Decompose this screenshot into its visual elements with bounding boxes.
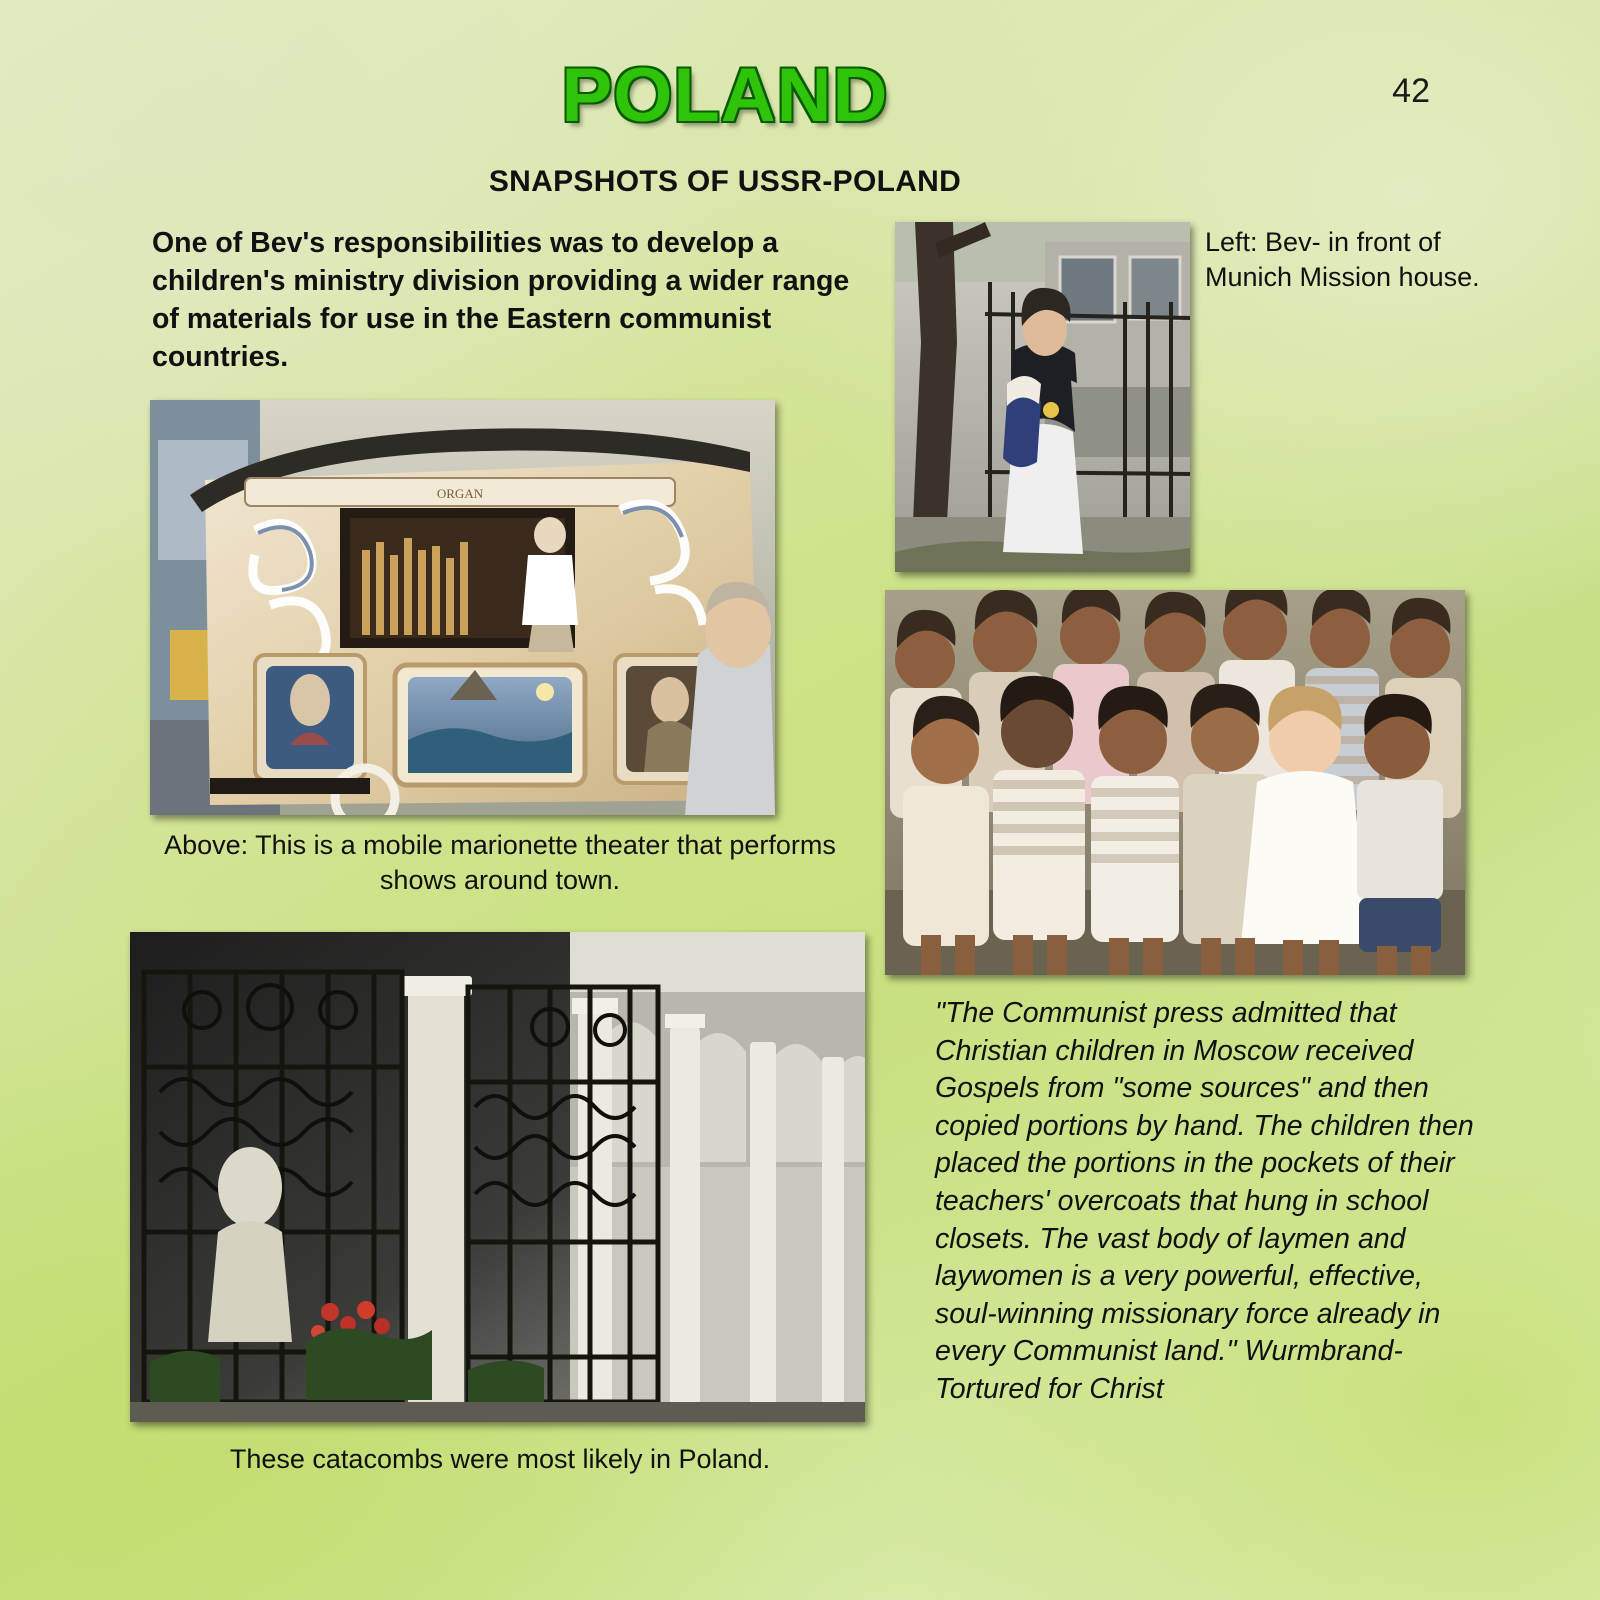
page-title: POLAND bbox=[0, 52, 1450, 139]
children-group-photo bbox=[885, 590, 1465, 975]
bev-photo-caption: Left: Bev- in front of Munich Mission house. bbox=[1205, 227, 1480, 293]
marionette-theater-caption: Above: This is a mobile marionette theater that performs shows around town. bbox=[164, 830, 836, 896]
wurmbrand-quote: "The Communist press admitted that Christian children in Moscow received Gospels from "some sources" and then copied portions by hand. The children then placed the portions in the pockets of their teachers' overcoats that hung in school closets. The vast body of laymen and laywomen is a very powerful, effective, soul-winning missionary force already in every Communist land." Wurmbrand- Tortured for Christ bbox=[935, 997, 1474, 1406]
catacombs-caption: These catacombs were most likely in Poland. bbox=[229, 1444, 771, 1474]
catacombs-photo bbox=[130, 932, 865, 1422]
page-number: 42 bbox=[1392, 72, 1430, 110]
svg-text:ORGAN: ORGAN bbox=[436, 486, 484, 501]
page-subtitle: SNAPSHOTS OF USSR-POLAND bbox=[488, 165, 962, 198]
intro-paragraph: One of Bev's responsibilities was to develop a children's ministry division providing a wider range of materials for use in the Eastern communist countries. bbox=[152, 227, 850, 373]
marionette-theater-photo bbox=[150, 400, 775, 815]
bev-munich-mission-photo bbox=[895, 222, 1190, 572]
